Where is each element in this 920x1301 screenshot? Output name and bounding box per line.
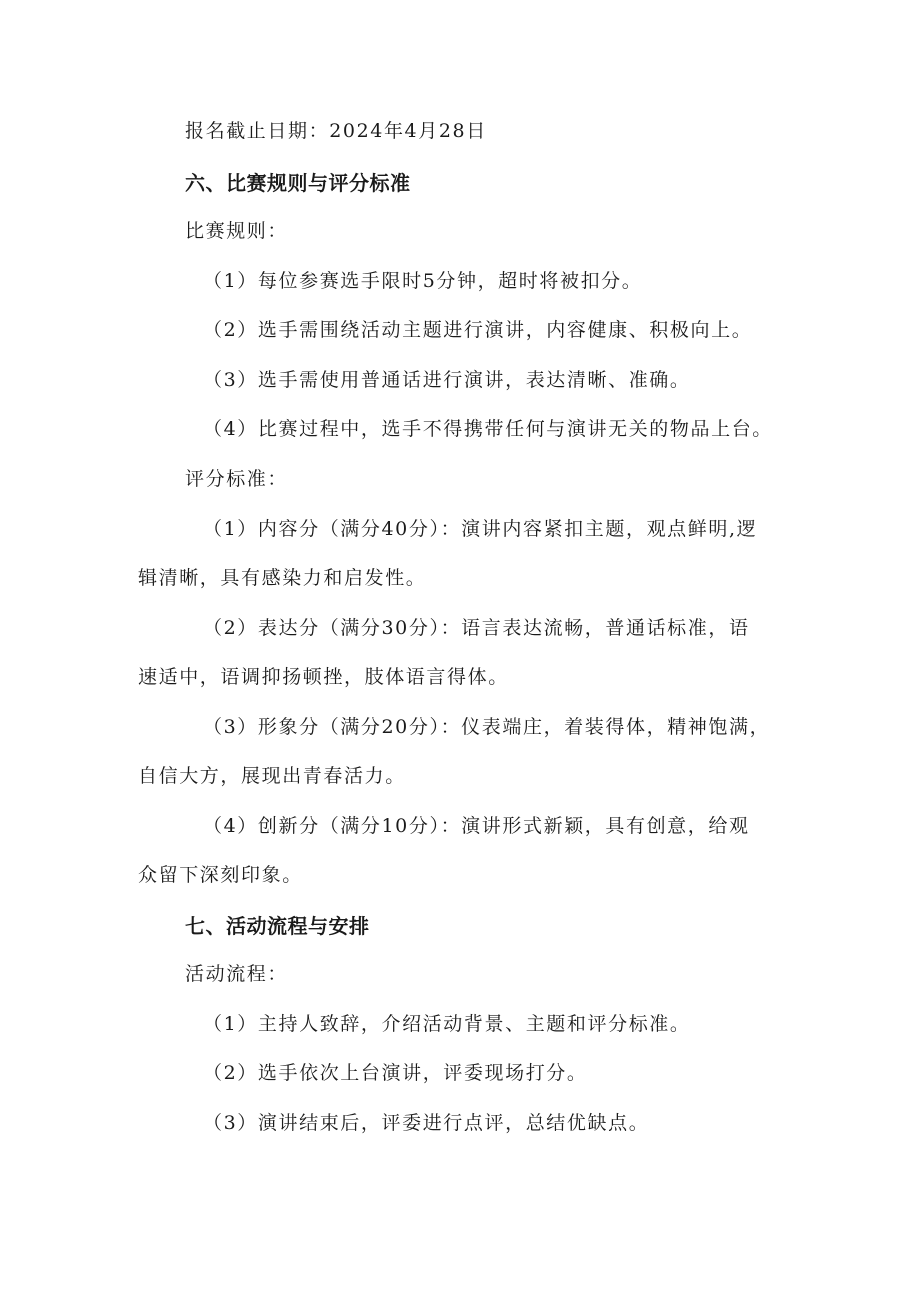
- flow-item-2: （2）选手依次上台演讲，评委现场打分。: [203, 1062, 588, 1084]
- criteria-item-3-line-1: （3）形象分（满分20分）：仪表端庄，着装得体，精神饱满，: [203, 716, 771, 738]
- criteria-item-2-line-1: （2）表达分（满分30分）：语言表达流畅，普通话标准，语: [203, 617, 750, 639]
- rule-item-3: （3）选手需使用普通话进行演讲，表达清晰、准确。: [203, 369, 691, 391]
- rule-item-4: （4）比赛过程中，选手不得携带任何与演讲无关的物品上台。: [203, 418, 773, 440]
- flow-item-1: （1）主持人致辞，介绍活动背景、主题和评分标准。: [203, 1013, 691, 1035]
- criteria-item-4-line-2: 众留下深刻印象。: [138, 864, 303, 886]
- criteria-item-1-line-1: （1）内容分（满分40分）：演讲内容紧扣主题，观点鲜明,逻: [203, 518, 758, 540]
- criteria-item-2-line-2: 速适中，语调抑扬顿挫，肢体语言得体。: [138, 666, 509, 688]
- registration-deadline: 报名截止日期：2024年4月28日: [185, 120, 487, 142]
- rule-item-1: （1）每位参赛选手限时5分钟，超时将被扣分。: [203, 270, 643, 292]
- rule-item-2: （2）选手需围绕活动主题进行演讲，内容健康、积极向上。: [203, 319, 753, 341]
- criteria-label: 评分标准：: [185, 468, 289, 490]
- section-7-heading: 七、活动流程与安排: [185, 914, 370, 938]
- criteria-item-4-line-1: （4）创新分（满分10分）：演讲形式新颖，具有创意，给观: [203, 815, 750, 837]
- criteria-item-1-line-2: 辑清晰，具有感染力和启发性。: [138, 567, 427, 589]
- flow-label: 活动流程：: [185, 963, 289, 985]
- criteria-item-3-line-2: 自信大方，展现出青春活力。: [138, 765, 406, 787]
- flow-item-3: （3）演讲结束后，评委进行点评，总结优缺点。: [203, 1112, 650, 1134]
- rules-label: 比赛规则：: [185, 220, 289, 242]
- section-6-heading: 六、比赛规则与评分标准: [185, 171, 411, 195]
